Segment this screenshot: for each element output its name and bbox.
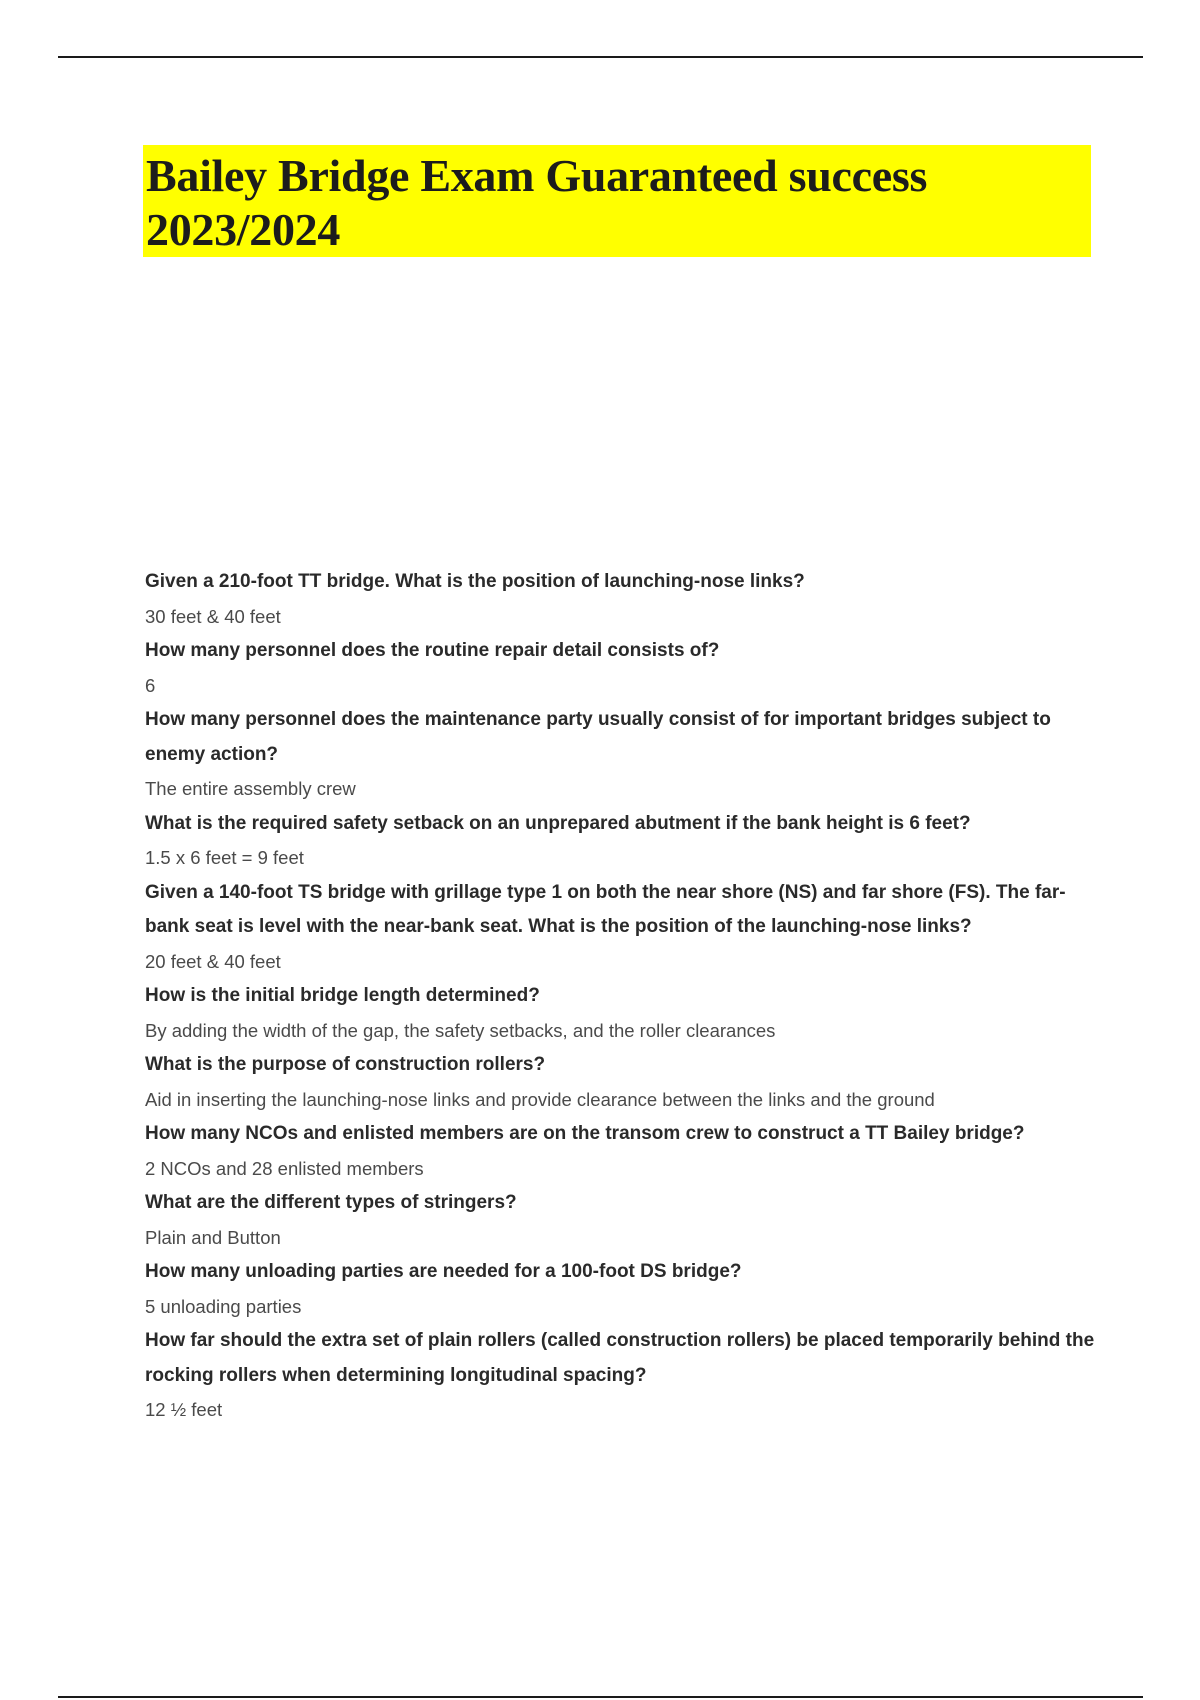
qa-item <box>145 1186 1095 1255</box>
answer: Aid in inserting the launching-nose links and provide clearance between the links and the ground <box>145 1088 935 1110</box>
qa-item <box>145 1324 1095 1428</box>
qa-item <box>145 565 1095 634</box>
document-title: Bailey Bridge Exam Guaranteed success 2023/2024 <box>146 150 928 255</box>
qa-item <box>145 634 1095 703</box>
answer: 5 unloading parties <box>145 1295 302 1317</box>
qa-item <box>145 876 1095 980</box>
answer: 20 feet & 40 feet <box>145 950 281 972</box>
answer: 12 ½ feet <box>145 1399 223 1420</box>
top-rule <box>58 56 1143 58</box>
answer: By adding the width of the gap, the safety setbacks, and the roller clearances <box>145 1019 776 1041</box>
qa-item <box>145 703 1095 807</box>
question: Given a 210-foot TT bridge. What is the position of launching-nose links? <box>145 571 805 592</box>
qa-item <box>145 1048 1095 1117</box>
answer: Plain and Button <box>145 1226 281 1248</box>
question: What are the different types of stringers? <box>145 1192 517 1213</box>
answer: 2 NCOs and 28 enlisted members <box>145 1157 424 1179</box>
answer: 1.5 x 6 feet = 9 feet <box>145 847 304 868</box>
question: What is the purpose of construction rollers? <box>145 1054 546 1075</box>
answer: 6 <box>145 674 156 696</box>
answer: 30 feet & 40 feet <box>145 605 281 627</box>
question: How is the initial bridge length determined? <box>145 985 540 1006</box>
question: Given a 140-foot TS bridge with grillage type 1 on both the near shore (NS) and far shore (FS). The far-bank seat is level with the near-bank seat. What is the position of the launching-nose links? <box>145 881 1066 937</box>
qa-item <box>145 1255 1095 1324</box>
qa-item <box>145 1117 1095 1186</box>
question: How many personnel does the maintenance party usually consist of for important bridges subject to enemy action? <box>145 709 1051 765</box>
question: What is the required safety setback on an unprepared abutment if the bank height is 6 feet? <box>145 812 971 834</box>
qa-list <box>145 565 1095 1428</box>
bottom-rule <box>58 1696 1143 1698</box>
question: How many NCOs and enlisted members are on the transom crew to construct a TT Bailey bridge? <box>145 1123 1025 1144</box>
title-highlight <box>143 145 1091 257</box>
question: How far should the extra set of plain rollers (called construction rollers) be placed temporarily behind the rocking rollers when determining longitudinal spacing? <box>145 1330 1095 1386</box>
answer: The entire assembly crew <box>145 778 356 799</box>
question: How many personnel does the routine repair detail consists of? <box>145 640 720 661</box>
question: How many unloading parties are needed for a 100-foot DS bridge? <box>145 1261 742 1282</box>
qa-item <box>145 807 1095 876</box>
qa-item <box>145 979 1095 1048</box>
